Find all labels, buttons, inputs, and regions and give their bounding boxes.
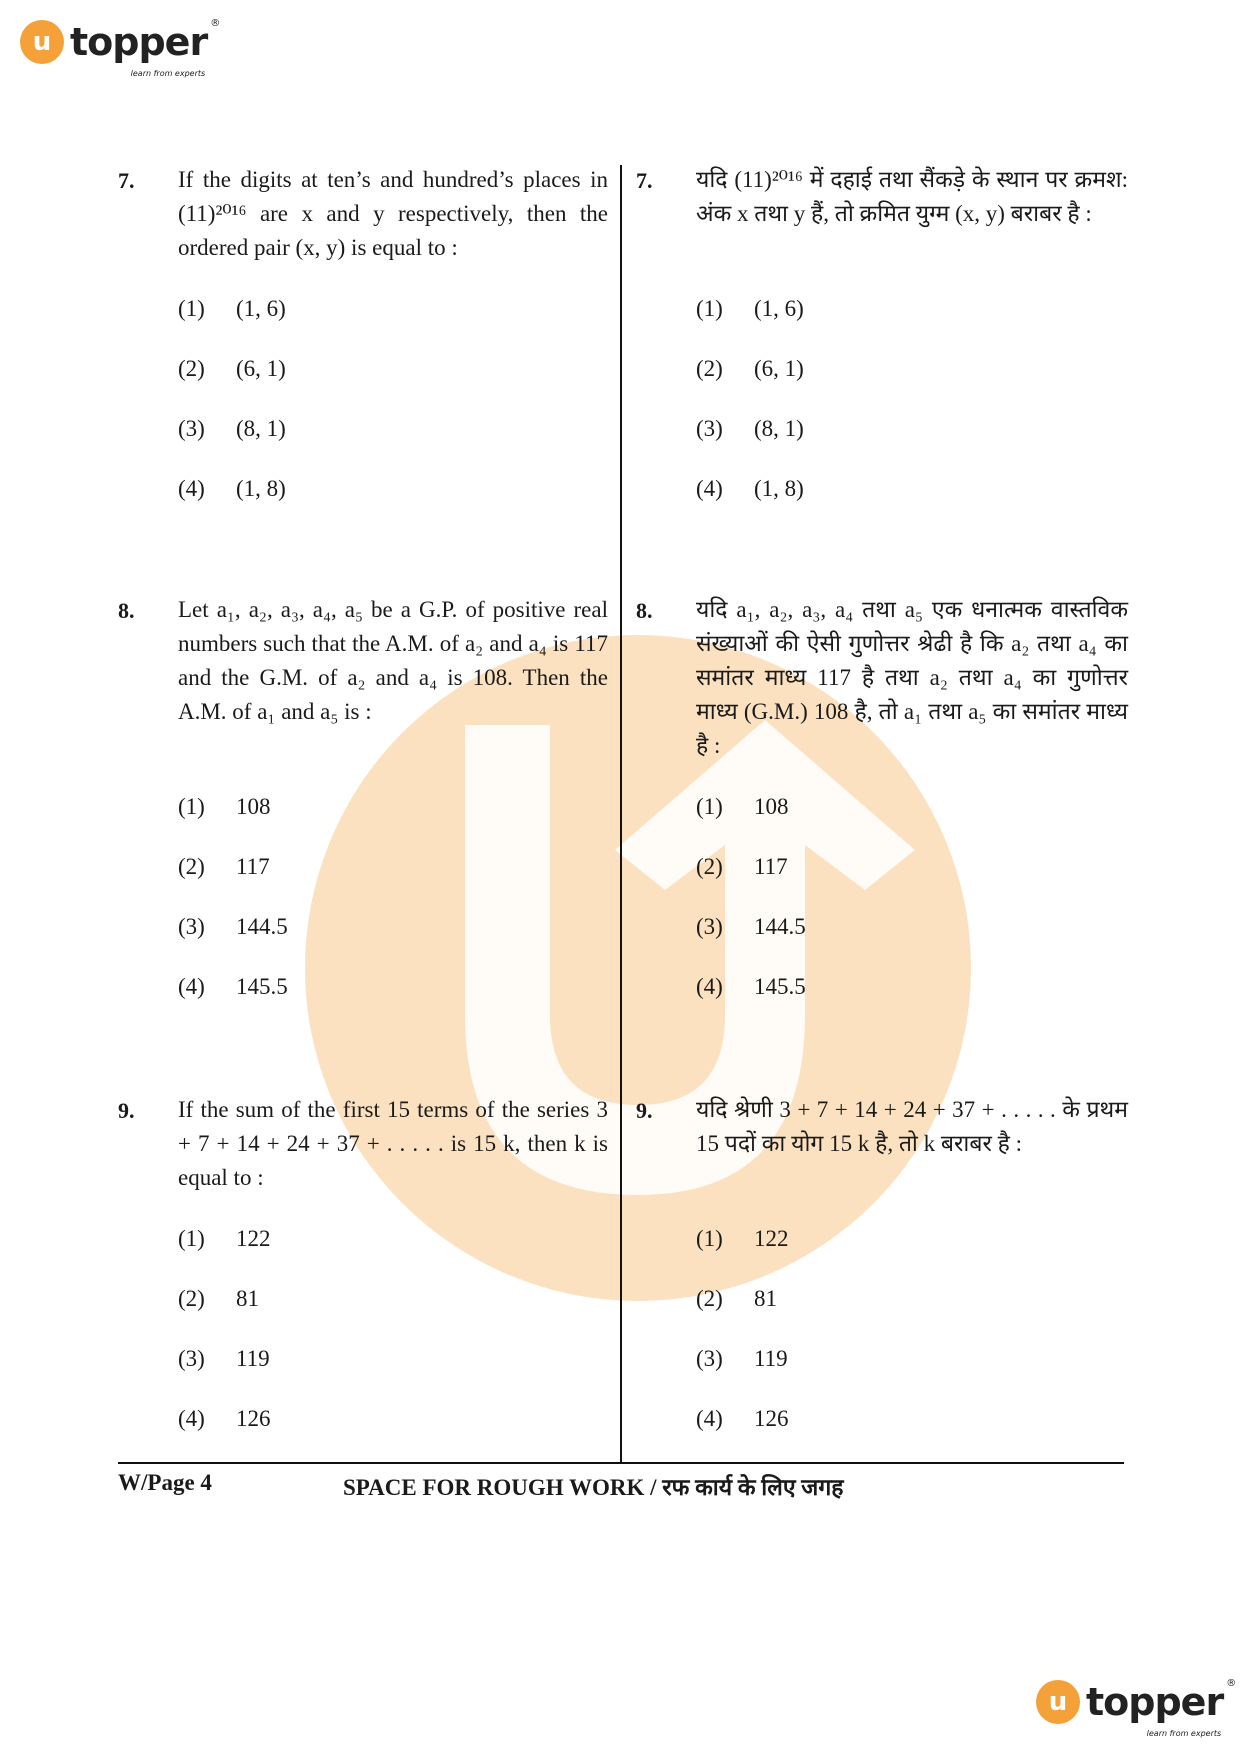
- q7-option-3-hi[interactable]: (3) (8, 1): [696, 416, 804, 441]
- q9-option-2-en[interactable]: (2) 81: [178, 1286, 259, 1311]
- q9-option-3-hi[interactable]: (3) 119: [696, 1346, 788, 1371]
- brand-tagline: learn from experts: [130, 69, 206, 78]
- question-7-number-en: 7.: [118, 168, 135, 193]
- column-divider: [620, 165, 622, 1463]
- rough-work-label: SPACE FOR ROUGH WORK / रफ कार्य के लिए जगह: [343, 1475, 844, 1500]
- q8-option-2-en[interactable]: (2) 117: [178, 854, 270, 879]
- question-9-number-en: 9.: [118, 1098, 135, 1123]
- q8-option-1-en[interactable]: (1) 108: [178, 794, 271, 819]
- brand-name: topper: [70, 20, 208, 64]
- q8-option-1-hi[interactable]: (1) 108: [696, 794, 789, 819]
- q7-option-2-en[interactable]: (2) (6, 1): [178, 356, 286, 381]
- brand-name: topper: [1086, 1680, 1224, 1724]
- q7-option-4-hi[interactable]: (4) (1, 8): [696, 476, 804, 501]
- q9-option-1-hi[interactable]: (1) 122: [696, 1226, 789, 1251]
- q9-option-1-en[interactable]: (1) 122: [178, 1226, 271, 1251]
- question-9-text-en: If the sum of the first 15 terms of the series 3 + 7 + 14 + 24 + 37 + . . . . . is 15 k, then k is equal to :: [178, 1097, 608, 1190]
- q7-option-3-en[interactable]: (3) (8, 1): [178, 416, 286, 441]
- q8-option-4-hi[interactable]: (4) 145.5: [696, 974, 806, 999]
- q9-option-4-hi[interactable]: (4) 126: [696, 1406, 789, 1431]
- q8-option-4-en[interactable]: (4) 145.5: [178, 974, 288, 999]
- q7-option-1-hi[interactable]: (1) (1, 6): [696, 296, 804, 321]
- brand-logo-bottom: [1036, 1678, 1236, 1738]
- footer-rule: [118, 1462, 1124, 1464]
- registered-mark: ®: [1226, 1678, 1236, 1689]
- brand-logo-top: [20, 18, 220, 78]
- question-8-text-hi: यदि a₁, a₂, a₃, a₄ तथा a₅ एक धनात्मक वास्तविक संख्याओं की ऐसी गुणोत्तर श्रेढी है कि a₂ तथा a₄ का समांतर माध्य 117 है तथा a₂ तथा a₄ का गुणोत्तर माध्य (G.M.) 108 है, तो a₁ तथा a₅ का समांतर माध्य है :: [696, 597, 1128, 758]
- q9-option-2-hi[interactable]: (2) 81: [696, 1286, 777, 1311]
- q7-option-1-en[interactable]: (1) (1, 6): [178, 296, 286, 321]
- topper-logo-icon: u: [1036, 1680, 1080, 1724]
- q7-option-2-hi[interactable]: (2) (6, 1): [696, 356, 804, 381]
- question-8-text-en: Let a₁, a₂, a₃, a₄, a₅ be a G.P. of positive real numbers such that the A.M. of a₂ and a₄ is 117 and the G.M. of a₂ and a₄ is 108. Then the A.M. of a₁ and a₅ is :: [178, 597, 608, 724]
- page-number: W/Page 4: [118, 1470, 212, 1495]
- q8-option-3-hi[interactable]: (3) 144.5: [696, 914, 806, 939]
- q9-option-3-en[interactable]: (3) 119: [178, 1346, 270, 1371]
- question-7-number-hi: 7.: [636, 168, 653, 193]
- q8-option-3-en[interactable]: (3) 144.5: [178, 914, 288, 939]
- question-8-number-hi: 8.: [636, 598, 653, 623]
- q8-option-2-hi[interactable]: (2) 117: [696, 854, 788, 879]
- brand-tagline: learn from experts: [1146, 1729, 1222, 1738]
- registered-mark: ®: [210, 18, 220, 29]
- topper-logo-icon: u: [20, 20, 64, 64]
- question-9-text-hi: यदि श्रेणी 3 + 7 + 14 + 24 + 37 + . . . . . के प्रथम 15 पदों का योग 15 k है, तो k बराबर है :: [696, 1097, 1128, 1156]
- q9-option-4-en[interactable]: (4) 126: [178, 1406, 271, 1431]
- question-9-number-hi: 9.: [636, 1098, 653, 1123]
- q7-option-4-en[interactable]: (4) (1, 8): [178, 476, 286, 501]
- question-7-text-en: If the digits at ten’s and hundred’s places in (11)²⁰¹⁶ are x and y respectively, then the ordered pair (x, y) is equal to :: [178, 167, 608, 260]
- question-8-number-en: 8.: [118, 598, 135, 623]
- question-7-text-hi: यदि (11)²⁰¹⁶ में दहाई तथा सैंकड़े के स्थान पर क्रमश: अंक x तथा y हैं, तो क्रमित युग्म (x, y) बराबर है :: [696, 167, 1128, 226]
